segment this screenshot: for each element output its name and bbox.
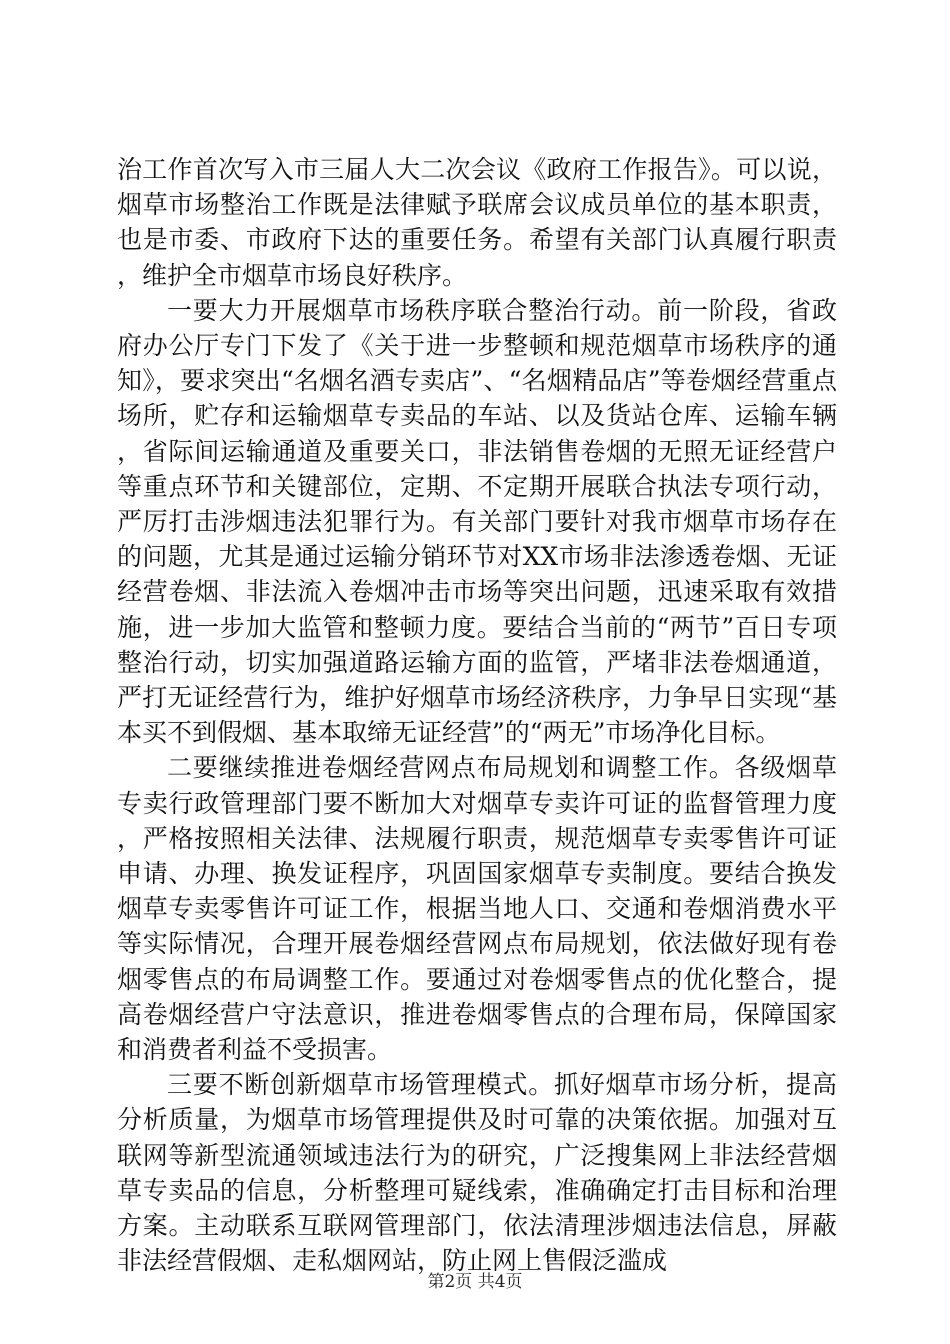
document-body — [117, 152, 837, 1279]
page-number-footer: 第2页 共4页 — [427, 1272, 523, 1292]
paragraph-management-innovation: 三要不断创新烟草市场管理模式。抓好烟草市场分析，提高分析质量，为烟草市场管理提供及时可靠的决策依据。加强对互联网等新型流通领域违法行为的研究，广泛搜集网上非法经营烟草专卖品的信息，分析整理可疑线索，准确确定打击目标和治理方案。主动联系互联网管理部门，依法清理涉烟违法信息，屏蔽非法经营假烟、走私烟网站，防止网上售假泛滥成 — [117, 1070, 837, 1276]
paragraph-outlet-layout: 二要继续推进卷烟经营网点布局规划和调整工作。各级烟草专卖行政管理部门要不断加大对烟草专卖许可证的监督管理力度，严格按照相关法律、法规履行职责，规范烟草专卖零售许可证申请、办理、换发证程序，巩固国家烟草专卖制度。要结合换发烟草专卖零售许可证工作，根据当地人口、交通和卷烟消费水平等实际情况，合理开展卷烟经营网点布局规划，依法做好现有卷烟零售点的布局调整工作。要通过对卷烟零售点的优化整合，提高卷烟经营户守法意识，推进卷烟零售点的合理布局，保障国家和消费者利益不受损害。 — [117, 753, 837, 1065]
paragraph-market-rectification: 一要大力开展烟草市场秩序联合整治行动。前一阶段，省政府办公厅专门下发了《关于进一步整顿和规范烟草市场秩序的通知》，要求突出“名烟名酒专卖店”、“名烟精品店”等卷烟经营重点场所，贮存和运输烟草专卖品的车站、以及货站仓库、运输车辆，省际间运输通道及重要关口，非法销售卷烟的无照无证经营户等重点环节和关键部位，定期、不定期开展联合执法专项行动，严厉打击涉烟违法犯罪行为。有关部门要针对我市烟草市场存在的问题，尤其是通过运输分销环节对XX市场非法渗透卷烟、无证经营卷烟、非法流入卷烟冲击市场等突出问题，迅速采取有效措施，进一步加大监管和整顿力度。要结合当前的“两节”百日专项整治行动，切实加强道路运输方面的监管，严堵非法卷烟通道，严打无证经营行为，维护好烟草市场经济秩序，力争早日实现“基本买不到假烟、基本取缔无证经营”的“两无”市场净化目标。 — [117, 295, 837, 748]
paragraph-continuation: 治工作首次写入市三届人大二次会议《政府工作报告》。可以说，烟草市场整治工作既是法律赋予联席会议成员单位的基本职责，也是市委、市政府下达的重要任务。希望有关部门认真履行职责，维护全市烟草市场良好秩序。 — [117, 155, 837, 290]
